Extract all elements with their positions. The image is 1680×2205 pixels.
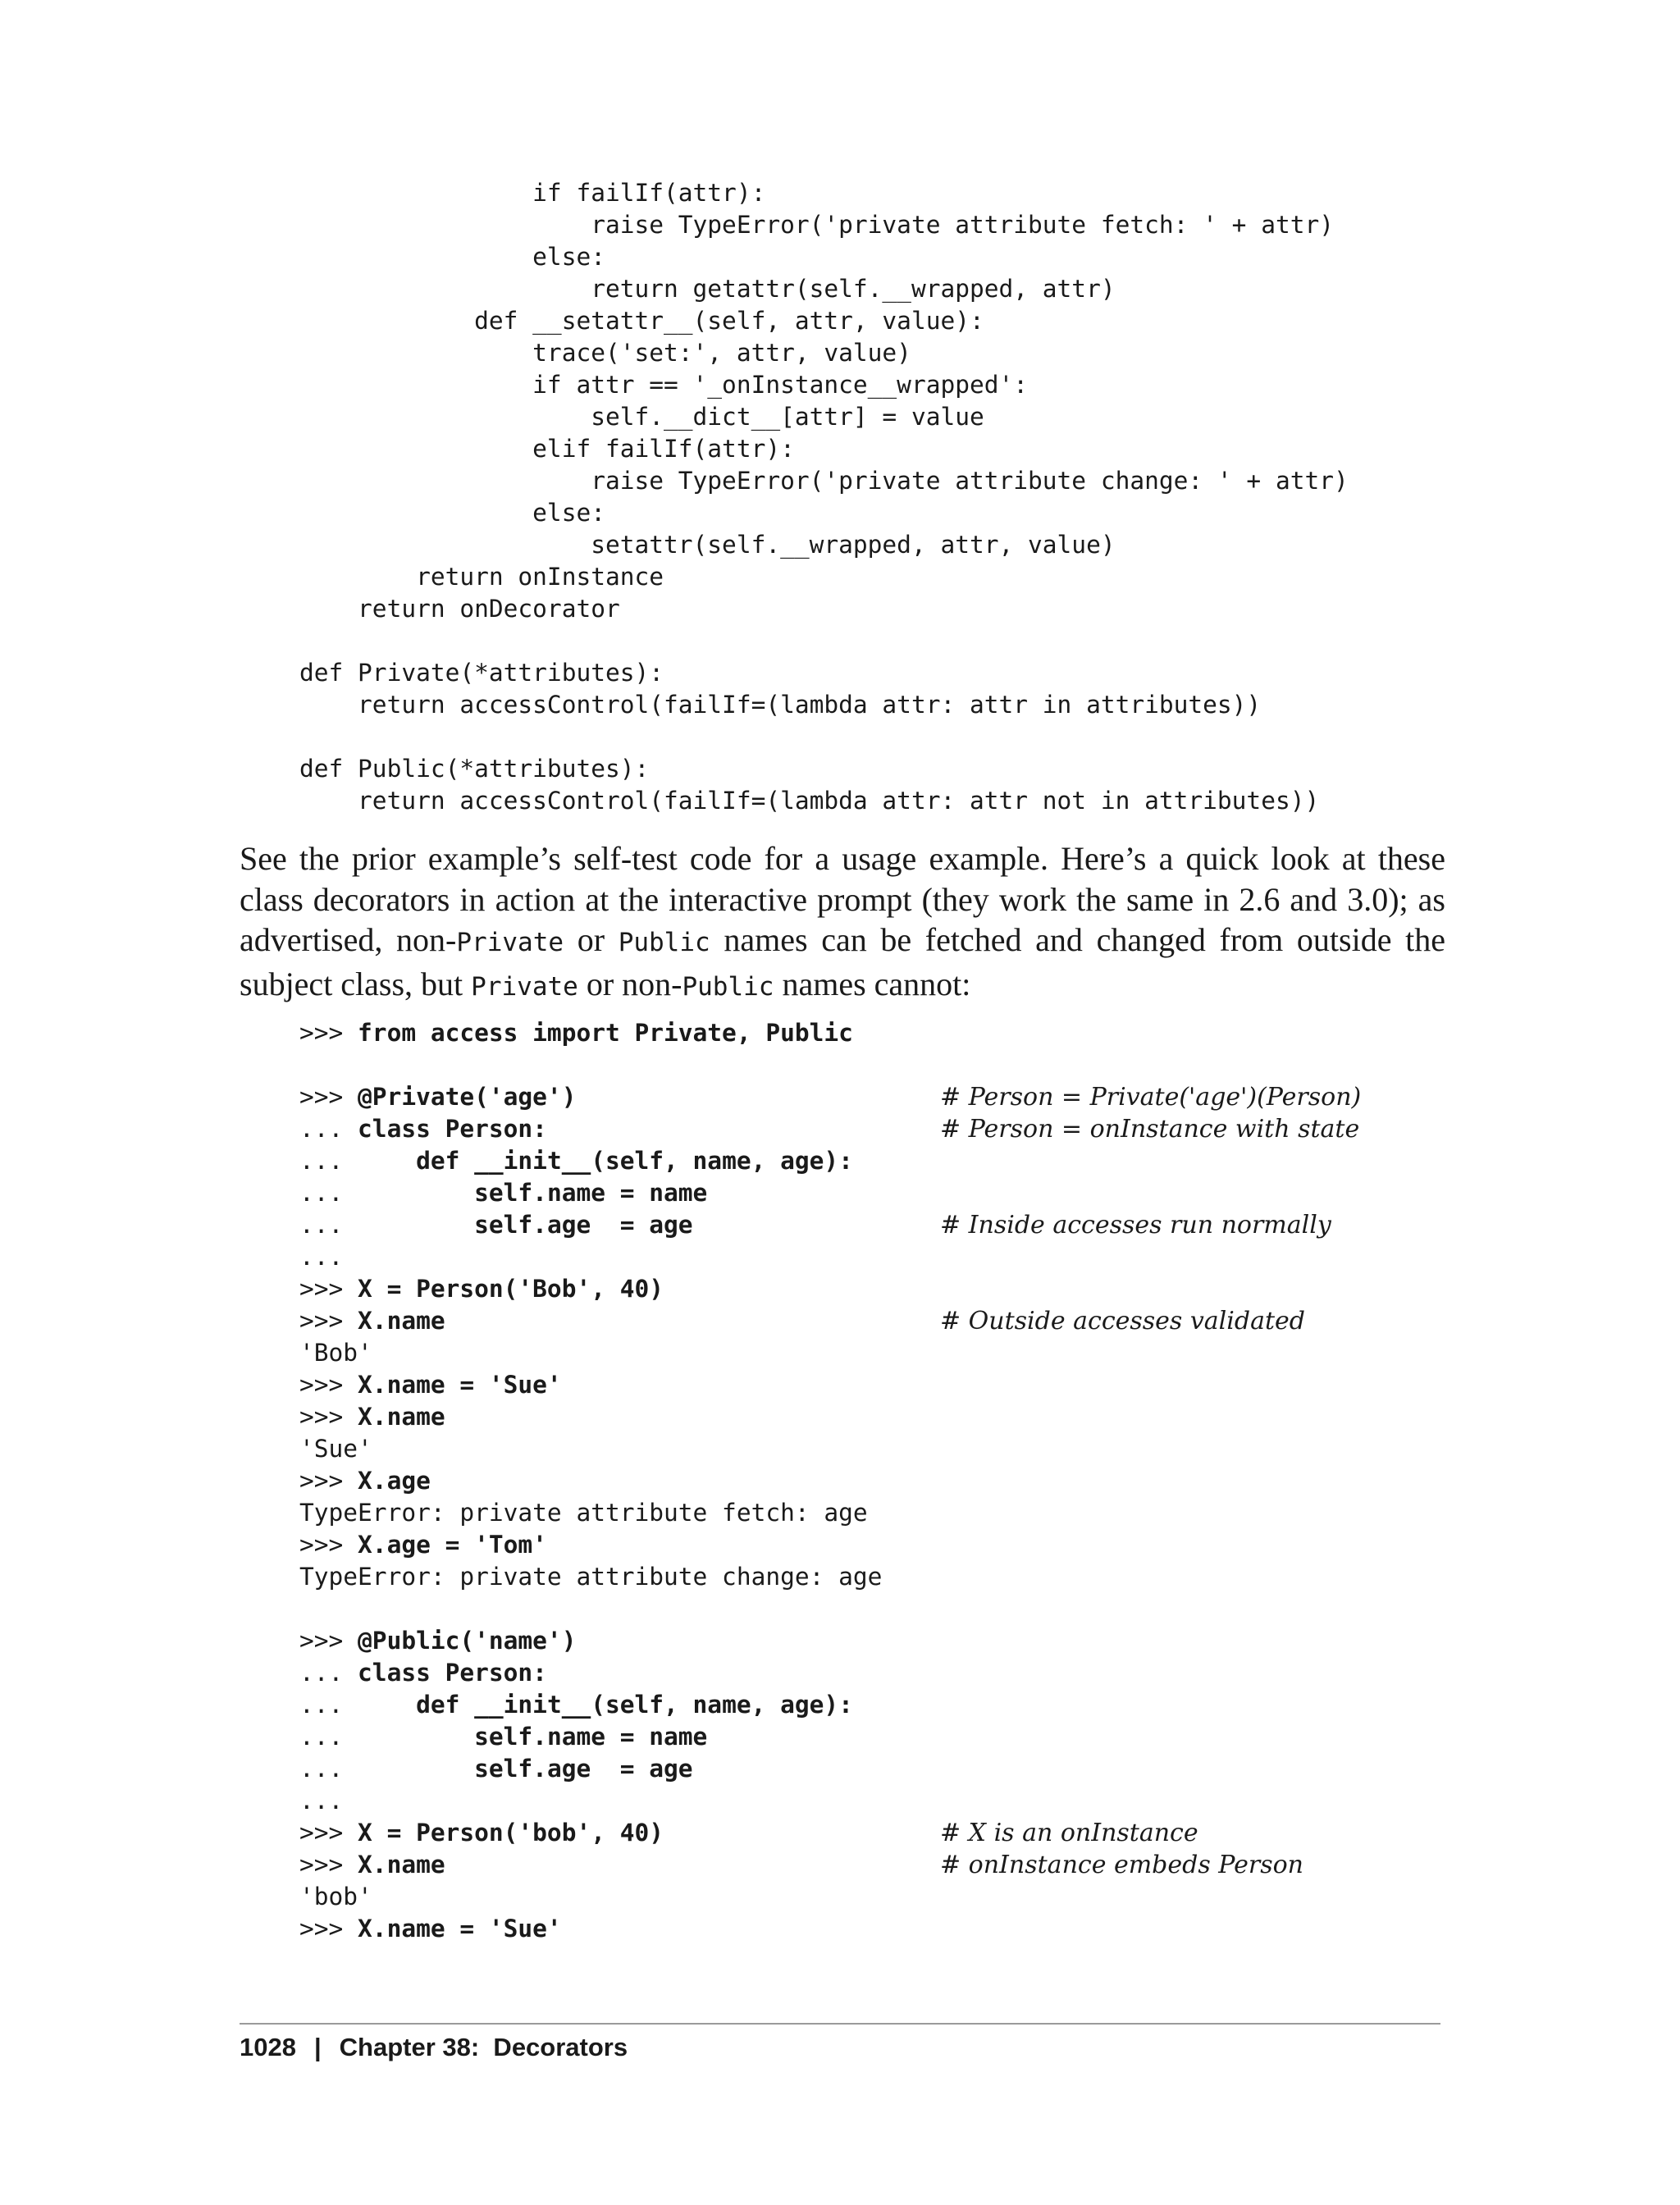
code-line-text: if failIf(attr): [299, 179, 766, 207]
code-line-text: raise TypeError('private attribute fetch: ' + attr) [299, 211, 1334, 239]
session-line [0, 1305, 1305, 1337]
session-prompt-output: >>> [299, 1083, 358, 1111]
session-line [0, 1145, 882, 1177]
session-line [0, 1113, 1360, 1145]
code-line-text: trace('set:', attr, value) [299, 339, 911, 367]
code-line-text: return accessControl(failIf=(lambda attr: attr not in attributes)) [299, 787, 1320, 815]
code-line [0, 529, 1349, 561]
paragraph-text-1: See the prior example’s self-test code for a usage example. Here’s a quick look at these class decorators in action at the interactive prompt (they work the same in 2.6 and 3.0); as advertised, non- [240, 840, 1445, 958]
session-prompt-output: 'Sue' [299, 1435, 372, 1463]
session-command: self.name = name [474, 1723, 708, 1751]
code-line-text: def Private(*attributes): [299, 659, 664, 687]
session-line [0, 1017, 882, 1049]
session-command: self.name = name [474, 1179, 708, 1207]
code-line-text: def __setattr__(self, attr, value): [299, 307, 984, 335]
session-prompt-output: ... [299, 1787, 344, 1815]
session-line [0, 1785, 882, 1817]
session-command: self.age = age [474, 1211, 693, 1239]
session-line [0, 1049, 882, 1081]
session-prompt-output: >>> [299, 1307, 358, 1335]
session-comment: # Person = Private('age')(Person) [940, 1083, 1362, 1112]
session-line [0, 1753, 882, 1785]
code-line-text: def Public(*attributes): [299, 755, 650, 783]
session-prompt-output: >>> [299, 1019, 358, 1047]
code-line [0, 497, 1349, 529]
session-prompt-output: >>> [299, 1403, 358, 1431]
session-prompt-output: >>> [299, 1627, 358, 1655]
session-prompt-output: ... [299, 1211, 475, 1239]
paragraph-text-5: names cannot: [774, 965, 971, 1002]
session-line [0, 1337, 882, 1369]
session-prompt-output: >>> [299, 1531, 358, 1559]
session-command: X.name [358, 1307, 445, 1335]
session-line [0, 1497, 882, 1529]
session-command: X.name = 'Sue' [358, 1915, 562, 1942]
footer-rule [240, 2023, 1440, 2025]
session-command: class Person: [358, 1659, 547, 1687]
session-prompt-output: TypeError: private attribute change: age [299, 1563, 883, 1591]
session-line [0, 1849, 1303, 1881]
session-command: X = Person('Bob', 40) [358, 1275, 664, 1303]
session-line [0, 1625, 882, 1657]
session-comment: # Person = onInstance with state [940, 1115, 1360, 1144]
paragraph-text-4: or non- [578, 965, 682, 1002]
code-line [0, 401, 1349, 433]
session-command: @Public('name') [358, 1627, 577, 1655]
code-line-text: raise TypeError('private attribute change: ' + attr) [299, 467, 1349, 495]
code-line [0, 721, 1349, 753]
code-line [0, 433, 1349, 465]
session-line [0, 1177, 882, 1209]
session-command: from access import Private, Public [358, 1019, 853, 1047]
session-comment: # onInstance embeds Person [940, 1851, 1303, 1879]
code-line [0, 657, 1349, 689]
session-prompt-output: ... [299, 1115, 358, 1143]
inline-code-public: Public [618, 928, 710, 957]
session-command: @Private('age') [358, 1083, 577, 1111]
code-line-text: elif failIf(attr): [299, 435, 795, 463]
session-prompt-output: >>> [299, 1851, 358, 1879]
session-prompt-output: ... [299, 1243, 344, 1271]
session-line [0, 1529, 882, 1561]
code-line [0, 305, 1349, 337]
session-prompt-output: >>> [299, 1371, 358, 1399]
code-line [0, 561, 1349, 593]
session-command: X.age = 'Tom' [358, 1531, 547, 1559]
code-line-text: setattr(self.__wrapped, attr, value) [299, 531, 1116, 559]
code-line [0, 689, 1349, 721]
session-command: X.name = 'Sue' [358, 1371, 562, 1399]
session-line [0, 1721, 882, 1753]
session-command: class Person: [358, 1115, 547, 1143]
inline-code-private: Private [456, 928, 564, 957]
session-line [0, 1273, 882, 1305]
inline-code-private-2: Private [471, 971, 578, 1002]
code-line [0, 337, 1349, 369]
code-line-text: if attr == '_onInstance__wrapped': [299, 371, 1029, 399]
session-prompt-output: >>> [299, 1467, 358, 1495]
code-line [0, 593, 1349, 625]
session-command: def __init__(self, name, age): [416, 1147, 853, 1175]
code-line [0, 177, 1349, 209]
session-command: X.name [358, 1851, 445, 1879]
session-prompt-output: >>> [299, 1915, 358, 1942]
chapter-title: Chapter 38: Decorators [339, 2033, 628, 2061]
code-line [0, 273, 1349, 305]
code-line [0, 785, 1349, 817]
session-prompt-output: >>> [299, 1275, 358, 1303]
session-prompt-output: 'bob' [299, 1883, 372, 1911]
session-command: X.age [358, 1467, 431, 1495]
code-line-text: return getattr(self.__wrapped, attr) [299, 275, 1116, 303]
session-prompt-output: TypeError: private attribute fetch: age [299, 1499, 868, 1527]
session-line [0, 1913, 882, 1945]
session-command: self.age = age [474, 1755, 693, 1783]
session-prompt-output: ... [299, 1723, 475, 1751]
session-command: def __init__(self, name, age): [416, 1691, 853, 1719]
session-line [0, 1241, 882, 1273]
session-line [0, 1689, 882, 1721]
code-line [0, 369, 1349, 401]
paragraph-text-3: names can be fetched and changed from outside the subject class, but [240, 921, 1445, 1002]
page-footer [240, 2033, 628, 2062]
session-prompt-output: ... [299, 1755, 475, 1783]
session-comment: # X is an onInstance [940, 1819, 1198, 1847]
session-prompt-output: 'Bob' [299, 1339, 372, 1367]
code-listing-session [0, 1017, 1362, 1945]
session-prompt-output: ... [299, 1659, 358, 1687]
page-number: 1028 [240, 2033, 296, 2061]
session-line [0, 1081, 1362, 1113]
session-line [0, 1369, 882, 1401]
code-line-text: return onInstance [299, 563, 664, 591]
code-line-text: self.__dict__[attr] = value [299, 403, 984, 431]
code-line-text: else: [299, 243, 605, 271]
code-line-text: return onDecorator [299, 595, 620, 623]
session-command: X.name [358, 1403, 445, 1431]
body-paragraph [240, 838, 1445, 1007]
code-line [0, 209, 1349, 241]
session-prompt-output: ... [299, 1147, 417, 1175]
session-comment: # Inside accesses run normally [940, 1211, 1331, 1239]
code-listing-top [0, 177, 1349, 817]
session-comment: # Outside accesses validated [940, 1307, 1305, 1335]
session-line [0, 1465, 882, 1497]
session-line [0, 1433, 882, 1465]
session-line [0, 1657, 882, 1689]
paragraph-text-2: or [564, 921, 619, 958]
footer-separator: | [313, 2033, 322, 2061]
session-line [0, 1817, 1198, 1849]
session-prompt-output: ... [299, 1691, 417, 1719]
session-command: X = Person('bob', 40) [358, 1819, 664, 1847]
session-prompt-output: >>> [299, 1819, 358, 1847]
session-prompt-output: ... [299, 1179, 475, 1207]
code-line [0, 625, 1349, 657]
code-line [0, 465, 1349, 497]
code-line-text: return accessControl(failIf=(lambda attr: attr in attributes)) [299, 691, 1262, 719]
inline-code-public-2: Public [682, 971, 774, 1002]
session-line [0, 1561, 882, 1593]
session-line [0, 1593, 882, 1625]
code-line [0, 241, 1349, 273]
code-line [0, 753, 1349, 785]
session-line [0, 1401, 882, 1433]
session-line [0, 1209, 1331, 1241]
session-line [0, 1881, 882, 1913]
code-line-text: else: [299, 499, 605, 527]
